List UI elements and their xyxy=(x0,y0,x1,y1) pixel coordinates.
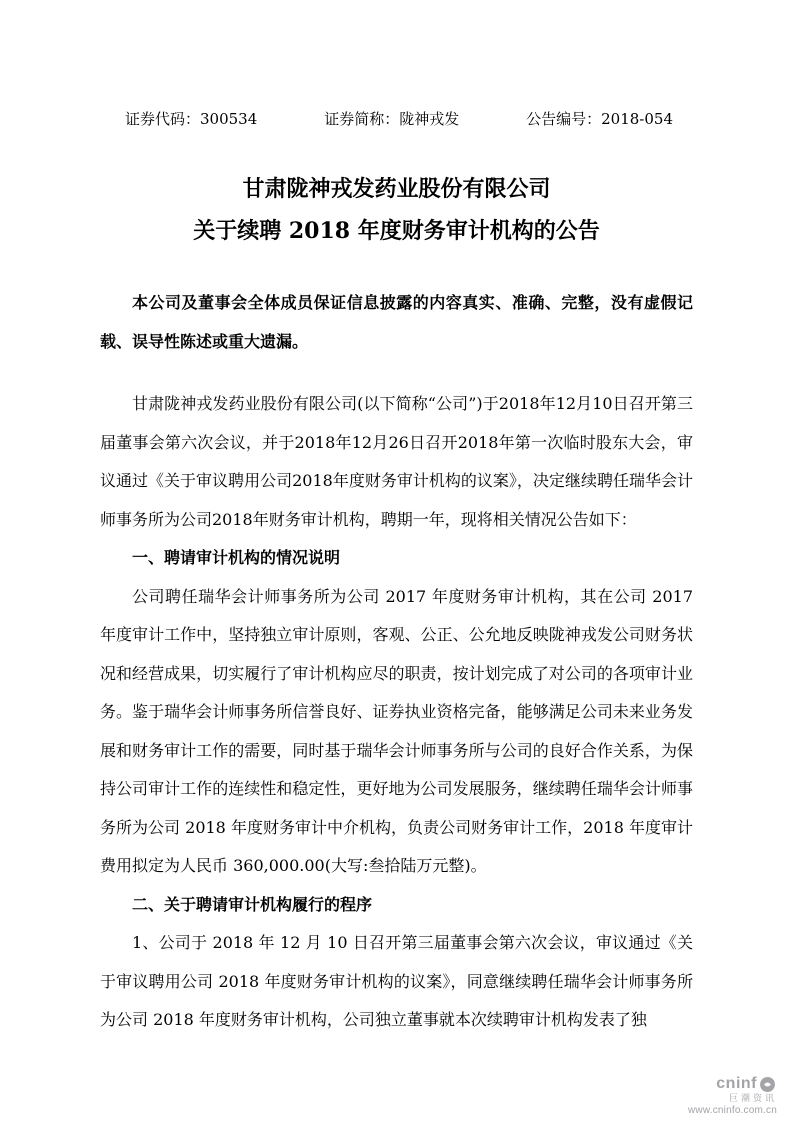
stock-abbr: 证券简称：陇神戎发 xyxy=(324,110,460,128)
section1-paragraph: 公司聘任瑞华会计师事务所为公司 2017 年度财务审计机构，其在公司 2017 年度审计工作中，坚持独立审计原则，客观、公正、公允地反映陇神戎发公司财务状况和经营成果，切实履行了审计机构应尽的职责，按计划完成了对公司的各项审计业务。鉴于瑞华会计师事务所信誉良好、证券执业资格完备，能够满足公司未来业务发展和财务审计工作的需要，同时基于瑞华会计师事务所与公司的良好合作关系，为保持公司审计工作的连续性和稳定性，更好地为公司发展服务，继续聘任瑞华会计师事务所为公司 2018 年度财务审计中介机构，负责公司财务审计工作，2018 年度审计费用拟定为人民币 360,000.00(大写:叁拾陆万元整)。 xyxy=(100,586,693,875)
document-header xyxy=(100,108,693,130)
cninfo-logo-row xyxy=(688,1075,777,1094)
cninfo-url: www.cninfo.com.cn xyxy=(688,1104,777,1116)
intro-paragraph: 甘肃陇神戎发药业股份有限公司(以下简称“公司”)于2018年12月10日召开第三届董事会第六次会议，并于2018年12月26日召开2018年第一次临时股东大会，审议通过《关于审议聘用公司2018年度财务审计机构的议案》，决定继续聘任瑞华会计师事务所为公司2018年财务审计机构，聘期一年，现将相关情况公告如下： xyxy=(100,394,693,529)
company-name: 甘肃陇神戎发药业股份有限公司 xyxy=(242,176,551,202)
document-title xyxy=(100,168,693,252)
announcement-number: 公告编号：2018-054 xyxy=(526,110,673,128)
cninfo-chinese-name: 巨潮资讯 xyxy=(728,1093,777,1104)
announcement-title: 关于续聘 2018 年度财务审计机构的公告 xyxy=(193,218,600,244)
cninfo-brand-text: cninf xyxy=(716,1075,757,1093)
section2-paragraph: 1、公司于 2018 年 12 月 10 日召开第三届董事会第六次会议，审议通过《关于审议聘用公司 2018 年度财务审计机构的议案》，同意继续聘任瑞华会计师事务所为公司 2018 年度财务审计机构，公司独立董事就本次续聘审计机构发表了独 xyxy=(100,933,693,1029)
section1-heading: 一、聘请审计机构的情况说明 xyxy=(132,548,341,567)
stock-code: 证券代码：300534 xyxy=(125,110,258,128)
section2-heading: 二、关于聘请审计机构履行的程序 xyxy=(132,894,373,914)
disclaimer-statement: 本公司及董事会全体成员保证信息披露的内容真实、准确、完整，没有虚假记载、误导性陈述或重大遗漏。 xyxy=(100,293,693,351)
cninfo-watermark xyxy=(688,1075,777,1116)
cninfo-swirl-icon xyxy=(758,1075,777,1094)
